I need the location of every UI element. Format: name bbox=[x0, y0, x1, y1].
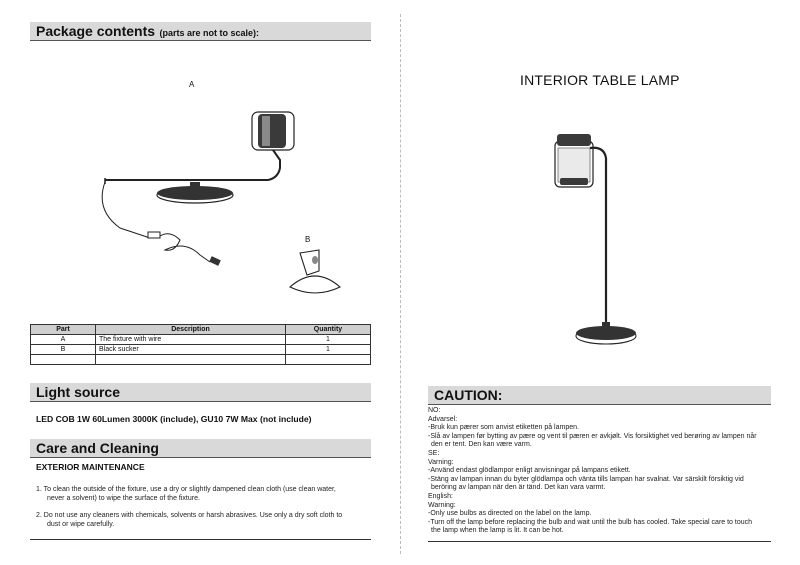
caution-line: Warning: bbox=[428, 501, 456, 509]
caution-line: -Slå av lampen før bytting av pære og vent til pæren er avkjølt. Vis forsiktighet ved berøring av lampen når bbox=[428, 432, 757, 440]
caution-line: -Bruk kun pærer som anvist etiketten på lampen. bbox=[428, 424, 579, 432]
caution-header bbox=[428, 386, 771, 405]
cell-quantity: 1 bbox=[286, 335, 371, 345]
right-bottom-rule bbox=[428, 541, 771, 542]
caution-title: CAUTION: bbox=[434, 387, 503, 403]
caution-line: -Använd endast glödlampor enligt anvisningar på lampans etikett. bbox=[428, 467, 631, 475]
parts-table-header-row bbox=[31, 325, 371, 335]
left-bottom-rule bbox=[30, 539, 371, 540]
caution-line: den er tent. Den kan være varm. bbox=[431, 441, 532, 449]
care-item-1-line-2: never a solvent) to wipe the surface of the fixture. bbox=[47, 494, 200, 502]
caution-line: the lamp when the lamp is lit. It can be hot. bbox=[431, 527, 564, 535]
exterior-maintenance-heading: EXTERIOR MAINTENANCE bbox=[36, 462, 145, 472]
col-header-part: Part bbox=[31, 325, 96, 335]
caution-line: -Turn off the lamp before replacing the bulb and wait until the bulb has cooled. Take special care to touch bbox=[428, 518, 753, 526]
table-row bbox=[31, 345, 371, 355]
cell-description: The fixture with wire bbox=[96, 335, 286, 345]
page-fold-divider bbox=[400, 14, 401, 554]
product-title: INTERIOR TABLE LAMP bbox=[520, 72, 680, 88]
package-contents-subtitle: (parts are not to scale): bbox=[159, 28, 260, 38]
caution-line: Varning: bbox=[428, 458, 454, 466]
care-cleaning-title: Care and Cleaning bbox=[36, 440, 159, 456]
sucker-b-illustration bbox=[285, 245, 345, 300]
light-source-title: Light source bbox=[36, 384, 121, 400]
caution-line: English: bbox=[428, 492, 453, 500]
col-header-quantity: Quantity bbox=[286, 325, 371, 335]
parts-table bbox=[30, 324, 371, 365]
care-cleaning-header bbox=[30, 439, 371, 458]
caution-line: beröring av lampan när den är tänd. Det kan vara varmt. bbox=[431, 484, 606, 492]
table-lamp-illustration bbox=[540, 128, 660, 353]
label-b: B bbox=[305, 235, 311, 244]
caution-text bbox=[428, 407, 778, 536]
care-item-1 bbox=[36, 486, 381, 503]
caution-line: Advarsel: bbox=[428, 415, 458, 423]
care-item-2-line-2: dust or wipe carefully. bbox=[47, 520, 115, 528]
table-row bbox=[31, 335, 371, 345]
table-row-empty bbox=[31, 355, 371, 365]
care-item-1-line-1: 1. To clean the outside of the fixture, use a dry or slightly dampened clean cloth (use clean water, bbox=[36, 486, 336, 493]
care-item-2-line-1: 2. Do not use any cleaners with chemicals, solvents or harsh abrasives. Use only a dry soft cloth to bbox=[36, 512, 343, 519]
cell-part: A bbox=[31, 335, 96, 345]
care-item-2 bbox=[36, 512, 381, 529]
cell-part: B bbox=[31, 345, 96, 355]
light-source-header bbox=[30, 383, 371, 402]
light-source-text: LED COB 1W 60Lumen 3000K (include), GU10 7W Max (not include) bbox=[36, 414, 312, 424]
caution-line: -Stäng av lampan innan du byter glödlampa och vänta tills lampan har svalnat. Var särskilt försiktig vid bbox=[428, 475, 744, 483]
package-contents-header bbox=[30, 22, 371, 41]
caution-line: -Only use bulbs as directed on the label on the lamp. bbox=[428, 510, 592, 518]
label-a: A bbox=[189, 80, 195, 89]
caution-line: NO: bbox=[428, 407, 441, 414]
package-contents-title: Package contents bbox=[36, 23, 156, 39]
caution-line: SE: bbox=[428, 449, 440, 457]
cell-quantity: 1 bbox=[286, 345, 371, 355]
col-header-description: Description bbox=[96, 325, 286, 335]
cell-description: Black sucker bbox=[96, 345, 286, 355]
